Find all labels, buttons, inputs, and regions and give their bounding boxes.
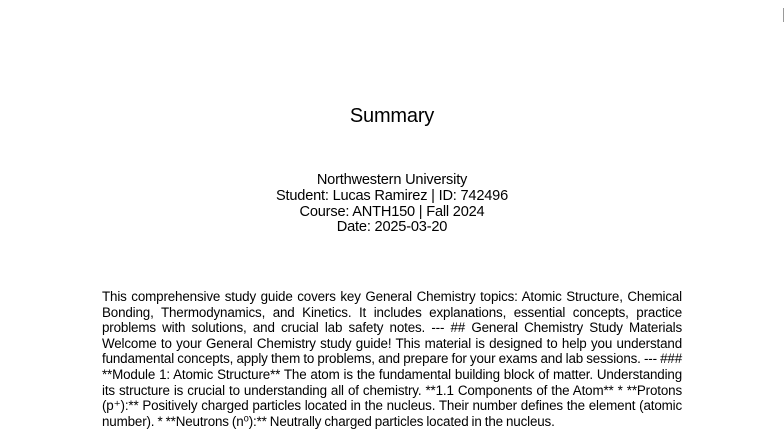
document-body: This comprehensive study guide covers key General Chemistry topics: Atomic Structure, Chemical Bonding, Thermodynamics, and Kinetics. It includes explanations, essential concepts, practice problems with solutions, and crucial lab safety notes. --- ## General Chemistry Study Materials Welcome to your General Chemistry study guide! This material is designed to help you understand fundamental concepts, apply them to problems, and prepare for your exams and lab sessions. --- ### **Module 1: Atomic Structure** The atom is the fundamental building block of matter. Understanding its structure is crucial to understanding all of chemistry. **1.1 Components of the Atom** * **Protons (p⁺):** Positively charged particles located in the nucleus. Their number defines the element (atomic number). * **Neutrons (n⁰):** Neutrally charged particles located in the nucleus.	[102, 289, 682, 429]
institution-line: Northwestern University	[316, 172, 468, 188]
course-line: Course: ANTH150 | Fall 2024	[299, 203, 485, 220]
date-line: Date: 2025-03-20	[336, 219, 448, 236]
document-meta	[0, 173, 784, 236]
student-line: Student: Lucas Ramirez | ID: 742496	[275, 187, 509, 204]
document-title: Summary	[349, 105, 435, 127]
